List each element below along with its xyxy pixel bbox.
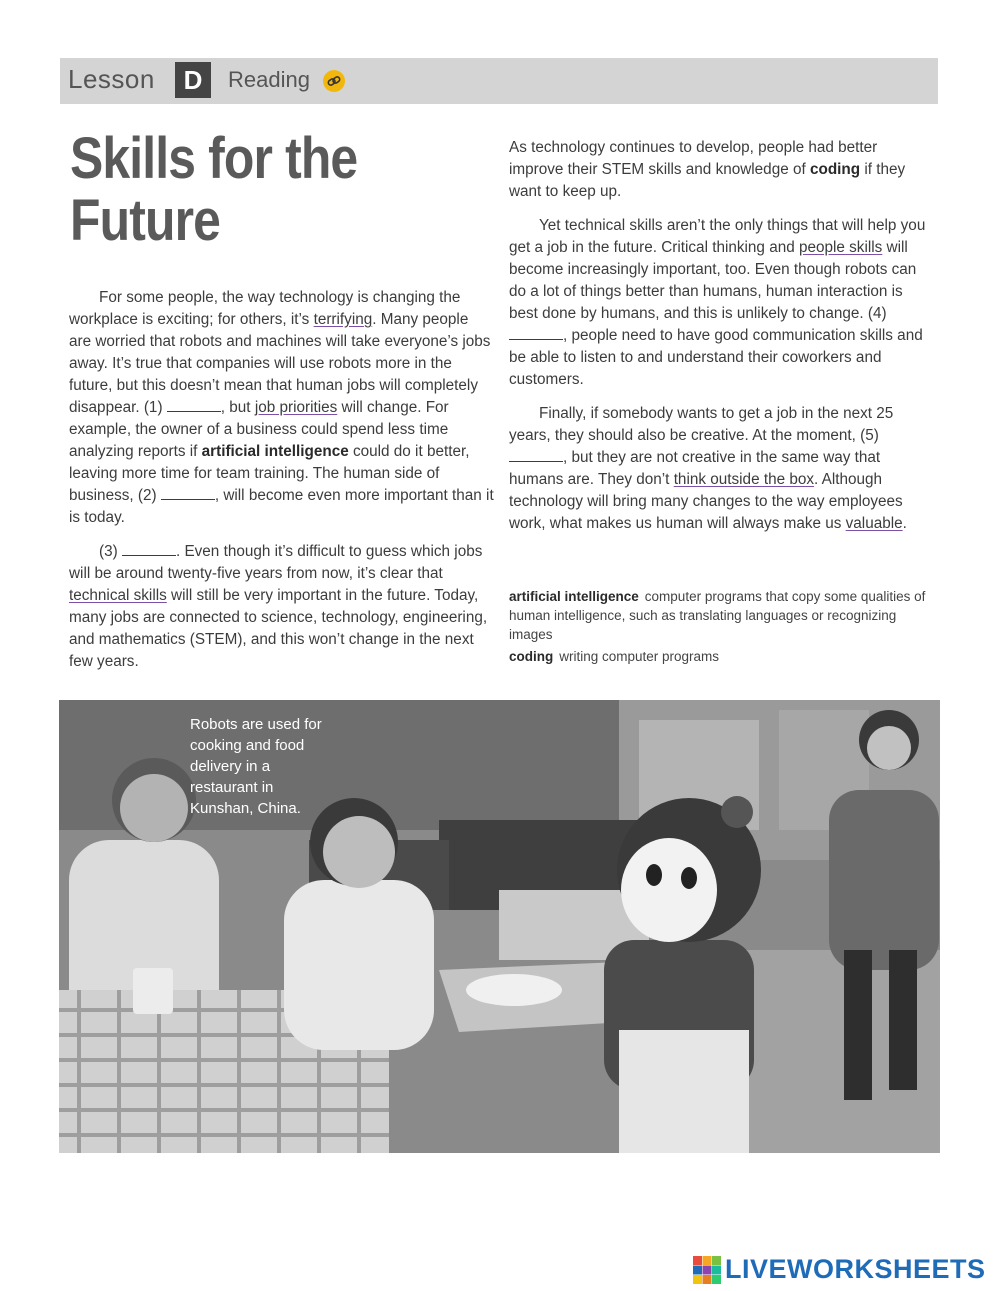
blank-1[interactable]: [167, 397, 221, 412]
text-span: Finally, if somebody wants to get a job in the next 25 years, they should also be creative. At the moment, (5): [509, 405, 894, 444]
blank-4[interactable]: [509, 325, 563, 340]
glossary: [509, 587, 934, 669]
title-line-2: Future: [70, 188, 221, 253]
glossary-term-coding: coding: [809, 161, 861, 178]
text-span: As technology continues to develop, people had better improve their STEM skills and knowledge of: [509, 139, 878, 178]
text-span: , but: [220, 399, 255, 416]
photo-caption: Robots are used for cooking and food delivery in a restaurant in Kunshan, China.: [190, 716, 322, 817]
text-span: . Many people are worried that robots and machines will take everyone’s jobs away. It’s true that companies will use robots more in the future, but this doesn’t mean that human jobs will completely disappear. (1): [69, 311, 491, 416]
article-title: [70, 128, 423, 252]
paragraph-2: [69, 541, 494, 673]
vocab-job-priorities: job priorities: [254, 399, 338, 416]
title-line-1: Skills for the: [70, 126, 358, 191]
vocab-terrifying: terrifying: [313, 311, 373, 328]
paragraph-5: [509, 403, 929, 535]
vocab-technical-skills: technical skills: [69, 587, 167, 604]
text-span: .: [902, 515, 907, 532]
text-span: . Although technology will bring many changes to the way employees work, what makes us human will always make us: [509, 471, 903, 532]
lesson-header-bar: [60, 58, 938, 104]
text-span: , will become even more important than it is today.: [69, 487, 494, 526]
paragraph-4: [509, 215, 929, 391]
glossary-term-ai: artificial intelligence: [201, 443, 349, 460]
glossary-definition: computer programs that copy some qualities of human intelligence, such as translating languages or recognizing images: [509, 589, 926, 642]
paragraph-1: [69, 287, 494, 529]
lesson-letter-badge: D: [175, 62, 211, 98]
text-span: will change. For example, the owner of a business could spend less time analyzing reports if: [69, 399, 449, 460]
glossary-term: coding: [509, 649, 554, 664]
vocab-valuable: valuable: [845, 515, 903, 532]
text-span: . Even though it’s difficult to guess which jobs will be around twenty-five years from now, it’s clear that: [69, 543, 483, 582]
paragraph-3: [509, 137, 929, 203]
glossary-entry-ai: [509, 587, 934, 644]
glossary-definition: writing computer programs: [559, 649, 720, 664]
glossary-entry-coding: [509, 647, 934, 666]
blank-2[interactable]: [161, 485, 215, 500]
blank-3[interactable]: [122, 541, 176, 556]
text-span: could do it better, leaving more time for team training. The human side of business, (2): [69, 443, 470, 504]
text-span: will still be very important in the future. Today, many jobs are connected to science, technology, engineering, and mathematics (STEM), and this won’t change in the next few years.: [69, 587, 488, 670]
text-span: , people need to have good communication skills and be able to listen to and understand their coworkers and customers.: [509, 327, 923, 388]
left-column: [69, 287, 494, 685]
vocab-think-outside-the-box: think outside the box: [673, 471, 815, 488]
restaurant-robot-photo: [59, 700, 940, 1153]
text-span: For some people, the way technology is changing the workplace is exciting; for others, it’s: [69, 289, 461, 328]
text-span: Yet technical skills aren’t the only things that will help you get a job in the future. Critical thinking and: [509, 217, 926, 256]
brand-name: LIVEWORKSHEETS: [725, 1254, 986, 1284]
link-icon: [323, 70, 345, 92]
right-column: [509, 137, 929, 547]
text-span: if they want to keep up.: [509, 161, 906, 200]
glossary-term: artificial intelligence: [509, 589, 639, 604]
blank-5[interactable]: [509, 447, 563, 462]
text-span: (3): [99, 543, 122, 560]
vocab-people-skills: people skills: [798, 239, 883, 256]
liveworksheets-logo-icon: [693, 1256, 721, 1284]
lesson-label: Lesson: [68, 64, 155, 94]
text-span: , but they are not creative in the same way that humans are. They don’t: [509, 449, 881, 488]
section-label: Reading: [228, 67, 310, 92]
text-span: will become increasingly important, too. Even though robots can do a lot of things better than humans, human interaction is best done by humans, and this is unlikely to change. (4): [509, 239, 917, 322]
